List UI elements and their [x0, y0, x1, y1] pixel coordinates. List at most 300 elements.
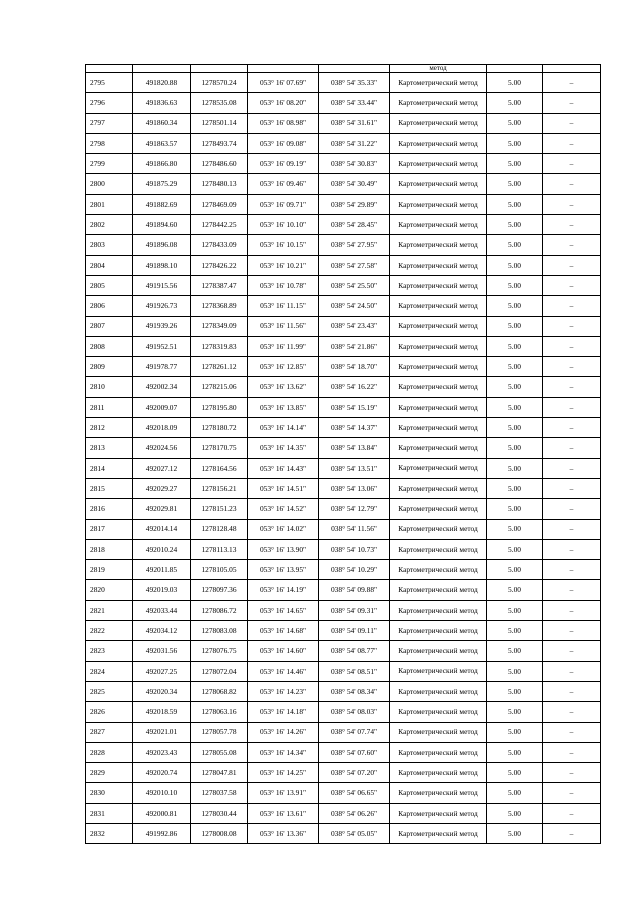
- cell-longitude: 038° 54' 08.77": [319, 641, 390, 661]
- cell-method: Картометрический метод: [390, 377, 487, 397]
- cell-latitude: 053° 16' 10.78": [248, 275, 319, 295]
- cell-point-number: 2825: [86, 681, 133, 701]
- cell-point-number: 2819: [86, 560, 133, 580]
- cell-latitude: 053° 16' 09.71": [248, 194, 319, 214]
- cell-point-number: 2797: [86, 113, 133, 133]
- cell-accuracy: 5.00: [487, 336, 543, 356]
- cell-longitude: 038° 54' 33.44": [319, 93, 390, 113]
- table-row: [86, 621, 601, 641]
- cell-method: Картометрический метод: [390, 194, 487, 214]
- cell-accuracy: 5.00: [487, 377, 543, 397]
- cell-method: Картометрический метод: [390, 478, 487, 498]
- cell-description: –: [543, 133, 601, 153]
- cell-x: 491882.69: [133, 194, 191, 214]
- cell-description: –: [543, 93, 601, 113]
- table-row: [86, 478, 601, 498]
- table-row: [86, 783, 601, 803]
- cell-method: Картометрический метод: [390, 73, 487, 93]
- cell-accuracy: 5.00: [487, 194, 543, 214]
- cell-latitude: 053° 16' 14.18": [248, 702, 319, 722]
- cell-y: 1278319.83: [191, 336, 248, 356]
- table-row: [86, 316, 601, 336]
- cell-longitude: [319, 65, 390, 73]
- cell-y: 1278170.75: [191, 438, 248, 458]
- table-row: [86, 194, 601, 214]
- cell-y: 1278195.80: [191, 397, 248, 417]
- cell-method: Картометрический метод: [390, 418, 487, 438]
- cell-y: 1278433.09: [191, 235, 248, 255]
- cell-x: 492014.14: [133, 519, 191, 539]
- cell-longitude: 038° 54' 15.19": [319, 397, 390, 417]
- cell-point-number: 2810: [86, 377, 133, 397]
- cell-point-number: 2831: [86, 803, 133, 823]
- cell-y: 1278442.25: [191, 215, 248, 235]
- cell-latitude: 053° 16' 14.23": [248, 681, 319, 701]
- cell-method: Картометрический метод: [390, 154, 487, 174]
- cell-y: 1278535.08: [191, 93, 248, 113]
- table-row: [86, 803, 601, 823]
- cell-description: –: [543, 681, 601, 701]
- cell-method: Картометрический метод: [390, 438, 487, 458]
- cell-x: 491898.10: [133, 255, 191, 275]
- cell-longitude: 038° 54' 06.65": [319, 783, 390, 803]
- cell-y: 1278057.78: [191, 722, 248, 742]
- cell-point-number: 2826: [86, 702, 133, 722]
- cell-longitude: 038° 54' 29.89": [319, 194, 390, 214]
- table-row: [86, 560, 601, 580]
- cell-latitude: [248, 65, 319, 73]
- cell-longitude: 038° 54' 24.50": [319, 296, 390, 316]
- cell-x: 491875.29: [133, 174, 191, 194]
- cell-method: Картометрический метод: [390, 113, 487, 133]
- cell-method: Картометрический метод: [390, 580, 487, 600]
- cell-description: –: [543, 397, 601, 417]
- cell-method: Картометрический метод: [390, 235, 487, 255]
- table-row: [86, 722, 601, 742]
- cell-point-number: 2801: [86, 194, 133, 214]
- cell-description: –: [543, 235, 601, 255]
- cell-accuracy: 5.00: [487, 661, 543, 681]
- cell-latitude: 053° 16' 14.46": [248, 661, 319, 681]
- cell-method: Картометрический метод: [390, 397, 487, 417]
- cell-longitude: 038° 54' 28.45": [319, 215, 390, 235]
- cell-x: [133, 65, 191, 73]
- cell-accuracy: 5.00: [487, 702, 543, 722]
- table-row: [86, 113, 601, 133]
- table-row: [86, 661, 601, 681]
- cell-longitude: 038° 54' 05.05": [319, 823, 390, 843]
- cell-y: 1278113.13: [191, 539, 248, 559]
- cell-description: –: [543, 661, 601, 681]
- cell-accuracy: 5.00: [487, 397, 543, 417]
- cell-x: 492018.59: [133, 702, 191, 722]
- cell-y: 1278128.48: [191, 519, 248, 539]
- table-row: [86, 539, 601, 559]
- cell-latitude: 053° 16' 11.56": [248, 316, 319, 336]
- cell-x: 491863.57: [133, 133, 191, 153]
- cell-point-number: 2828: [86, 742, 133, 762]
- cell-latitude: 053° 16' 13.95": [248, 560, 319, 580]
- cell-latitude: 053° 16' 14.51": [248, 478, 319, 498]
- cell-longitude: 038° 54' 18.70": [319, 357, 390, 377]
- cell-y: 1278426.22: [191, 255, 248, 275]
- cell-point-number: 2805: [86, 275, 133, 295]
- table-row: [86, 377, 601, 397]
- table-row: [86, 397, 601, 417]
- cell-method: Картометрический метод: [390, 823, 487, 843]
- cell-x: 491894.60: [133, 215, 191, 235]
- cell-longitude: 038° 54' 10.73": [319, 539, 390, 559]
- cell-point-number: 2796: [86, 93, 133, 113]
- cell-accuracy: 5.00: [487, 418, 543, 438]
- cell-latitude: 053° 16' 09.19": [248, 154, 319, 174]
- cell-point-number: 2823: [86, 641, 133, 661]
- cell-point-number: 2798: [86, 133, 133, 153]
- cell-point-number: 2811: [86, 397, 133, 417]
- table-row: [86, 215, 601, 235]
- cell-x: 492024.56: [133, 438, 191, 458]
- cell-y: 1278501.14: [191, 113, 248, 133]
- cell-y: 1278076.75: [191, 641, 248, 661]
- cell-x: 491860.34: [133, 113, 191, 133]
- cell-method: Картометрический метод: [390, 702, 487, 722]
- cell-x: 492010.24: [133, 539, 191, 559]
- cell-y: 1278164.56: [191, 458, 248, 478]
- cell-y: 1278156.21: [191, 478, 248, 498]
- cell-point-number: 2816: [86, 499, 133, 519]
- cell-longitude: 038° 54' 30.49": [319, 174, 390, 194]
- cell-longitude: 038° 54' 30.83": [319, 154, 390, 174]
- cell-method: Картометрический метод: [390, 174, 487, 194]
- cell-accuracy: 5.00: [487, 215, 543, 235]
- cell-method: Картометрический метод: [390, 641, 487, 661]
- cell-method: Картометрический метод: [390, 681, 487, 701]
- cell-description: [543, 65, 601, 73]
- cell-accuracy: 5.00: [487, 235, 543, 255]
- cell-latitude: 053° 16' 10.10": [248, 215, 319, 235]
- cell-method: Картометрический метод: [390, 458, 487, 478]
- table-row: [86, 154, 601, 174]
- cell-method: Картометрический метод: [390, 763, 487, 783]
- cell-longitude: 038° 54' 07.60": [319, 742, 390, 762]
- cell-accuracy: 5.00: [487, 641, 543, 661]
- cell-accuracy: 5.00: [487, 73, 543, 93]
- cell-y: 1278349.09: [191, 316, 248, 336]
- table-row: [86, 823, 601, 843]
- cell-y: 1278086.72: [191, 600, 248, 620]
- cell-x: 492034.12: [133, 621, 191, 641]
- cell-accuracy: 5.00: [487, 499, 543, 519]
- cell-description: –: [543, 438, 601, 458]
- cell-latitude: 053° 16' 11.15": [248, 296, 319, 316]
- cell-description: –: [543, 539, 601, 559]
- cell-x: 492031.56: [133, 641, 191, 661]
- table-row: [86, 133, 601, 153]
- cell-x: 492000.81: [133, 803, 191, 823]
- cell-y: 1278083.08: [191, 621, 248, 641]
- cell-method: Картометрический метод: [390, 742, 487, 762]
- table-body: [86, 65, 601, 844]
- cell-latitude: 053° 16' 09.46": [248, 174, 319, 194]
- cell-accuracy: 5.00: [487, 174, 543, 194]
- cell-longitude: 038° 54' 09.11": [319, 621, 390, 641]
- cell-description: –: [543, 194, 601, 214]
- cell-method: Картометрический метод: [390, 560, 487, 580]
- cell-x: 491836.63: [133, 93, 191, 113]
- cell-y: 1278486.60: [191, 154, 248, 174]
- cell-y: 1278072.04: [191, 661, 248, 681]
- cell-description: –: [543, 357, 601, 377]
- cell-method: Картометрический метод: [390, 621, 487, 641]
- cell-description: –: [543, 296, 601, 316]
- cell-point-number: 2824: [86, 661, 133, 681]
- cell-latitude: 053° 16' 11.99": [248, 336, 319, 356]
- table-row: [86, 296, 601, 316]
- cell-longitude: 038° 54' 08.34": [319, 681, 390, 701]
- cell-longitude: 038° 54' 13.84": [319, 438, 390, 458]
- cell-description: –: [543, 255, 601, 275]
- cell-latitude: 053° 16' 10.21": [248, 255, 319, 275]
- table-row: [86, 600, 601, 620]
- cell-longitude: 038° 54' 06.26": [319, 803, 390, 823]
- cell-x: 491926.73: [133, 296, 191, 316]
- cell-method: Картометрический метод: [390, 499, 487, 519]
- cell-description: –: [543, 458, 601, 478]
- cell-longitude: 038° 54' 09.88": [319, 580, 390, 600]
- cell-point-number: 2830: [86, 783, 133, 803]
- cell-point-number: 2820: [86, 580, 133, 600]
- cell-latitude: 053° 16' 14.14": [248, 418, 319, 438]
- cell-point-number: 2807: [86, 316, 133, 336]
- cell-description: –: [543, 803, 601, 823]
- cell-x: 492023.43: [133, 742, 191, 762]
- cell-accuracy: 5.00: [487, 600, 543, 620]
- table-row-continued: [86, 65, 601, 73]
- cell-point-number: 2821: [86, 600, 133, 620]
- cell-y: 1278047.81: [191, 763, 248, 783]
- cell-x: 491915.56: [133, 275, 191, 295]
- cell-y: 1278105.05: [191, 560, 248, 580]
- cell-description: –: [543, 783, 601, 803]
- cell-point-number: 2832: [86, 823, 133, 843]
- cell-longitude: 038° 54' 11.56": [319, 519, 390, 539]
- coordinates-table: [85, 64, 601, 844]
- cell-method: метод: [390, 65, 487, 73]
- cell-latitude: 053° 16' 13.85": [248, 397, 319, 417]
- cell-point-number: 2800: [86, 174, 133, 194]
- cell-method: Картометрический метод: [390, 275, 487, 295]
- cell-accuracy: 5.00: [487, 133, 543, 153]
- cell-description: –: [543, 580, 601, 600]
- cell-method: Картометрический метод: [390, 357, 487, 377]
- cell-accuracy: 5.00: [487, 316, 543, 336]
- cell-x: 492019.03: [133, 580, 191, 600]
- cell-description: –: [543, 519, 601, 539]
- cell-longitude: 038° 54' 09.31": [319, 600, 390, 620]
- cell-y: 1278180.72: [191, 418, 248, 438]
- cell-accuracy: 5.00: [487, 296, 543, 316]
- cell-x: 492029.81: [133, 499, 191, 519]
- cell-y: 1278097.36: [191, 580, 248, 600]
- table-row: [86, 681, 601, 701]
- cell-method: Картометрический метод: [390, 133, 487, 153]
- cell-longitude: 038° 54' 10.29": [319, 560, 390, 580]
- cell-longitude: 038° 54' 16.22": [319, 377, 390, 397]
- cell-point-number: [86, 65, 133, 73]
- cell-x: 492002.34: [133, 377, 191, 397]
- cell-x: 492011.85: [133, 560, 191, 580]
- cell-y: 1278493.74: [191, 133, 248, 153]
- cell-latitude: 053° 16' 14.26": [248, 722, 319, 742]
- table-row: [86, 275, 601, 295]
- cell-description: –: [543, 316, 601, 336]
- cell-latitude: 053° 16' 14.19": [248, 580, 319, 600]
- table-row: [86, 357, 601, 377]
- cell-description: –: [543, 702, 601, 722]
- cell-description: –: [543, 621, 601, 641]
- cell-latitude: 053° 16' 14.68": [248, 621, 319, 641]
- cell-latitude: 053° 16' 14.43": [248, 458, 319, 478]
- table-row: [86, 73, 601, 93]
- cell-description: –: [543, 336, 601, 356]
- cell-latitude: 053° 16' 12.85": [248, 357, 319, 377]
- cell-x: 492020.74: [133, 763, 191, 783]
- cell-y: 1278368.89: [191, 296, 248, 316]
- cell-latitude: 053° 16' 14.35": [248, 438, 319, 458]
- cell-latitude: 053° 16' 13.36": [248, 823, 319, 843]
- cell-latitude: 053° 16' 14.60": [248, 641, 319, 661]
- cell-latitude: 053° 16' 14.52": [248, 499, 319, 519]
- cell-point-number: 2829: [86, 763, 133, 783]
- cell-accuracy: 5.00: [487, 154, 543, 174]
- cell-longitude: 038° 54' 07.74": [319, 722, 390, 742]
- cell-description: –: [543, 377, 601, 397]
- cell-accuracy: 5.00: [487, 783, 543, 803]
- cell-latitude: 053° 16' 07.69": [248, 73, 319, 93]
- cell-x: 491978.77: [133, 357, 191, 377]
- cell-longitude: 038° 54' 21.86": [319, 336, 390, 356]
- cell-point-number: 2803: [86, 235, 133, 255]
- cell-point-number: 2818: [86, 539, 133, 559]
- cell-method: Картометрический метод: [390, 783, 487, 803]
- cell-method: Картометрический метод: [390, 803, 487, 823]
- cell-point-number: 2827: [86, 722, 133, 742]
- cell-method: Картометрический метод: [390, 255, 487, 275]
- cell-point-number: 2799: [86, 154, 133, 174]
- cell-accuracy: 5.00: [487, 113, 543, 133]
- cell-x: 491896.08: [133, 235, 191, 255]
- cell-accuracy: 5.00: [487, 438, 543, 458]
- cell-y: 1278037.58: [191, 783, 248, 803]
- table-row: [86, 418, 601, 438]
- cell-description: –: [543, 499, 601, 519]
- cell-latitude: 053° 16' 13.62": [248, 377, 319, 397]
- cell-x: 492018.09: [133, 418, 191, 438]
- cell-point-number: 2808: [86, 336, 133, 356]
- cell-point-number: 2802: [86, 215, 133, 235]
- cell-accuracy: 5.00: [487, 742, 543, 762]
- cell-y: 1278030.44: [191, 803, 248, 823]
- cell-point-number: 2814: [86, 458, 133, 478]
- cell-point-number: 2806: [86, 296, 133, 316]
- cell-point-number: 2812: [86, 418, 133, 438]
- cell-accuracy: 5.00: [487, 803, 543, 823]
- cell-y: [191, 65, 248, 73]
- cell-description: –: [543, 560, 601, 580]
- cell-y: 1278151.23: [191, 499, 248, 519]
- table-row: [86, 93, 601, 113]
- cell-longitude: 038° 54' 27.58": [319, 255, 390, 275]
- cell-longitude: 038° 54' 08.51": [319, 661, 390, 681]
- cell-latitude: 053° 16' 14.02": [248, 519, 319, 539]
- cell-longitude: 038° 54' 13.51": [319, 458, 390, 478]
- cell-latitude: 053° 16' 10.15": [248, 235, 319, 255]
- cell-latitude: 053° 16' 14.65": [248, 600, 319, 620]
- cell-method: Картометрический метод: [390, 296, 487, 316]
- cell-method: Картометрический метод: [390, 539, 487, 559]
- cell-accuracy: 5.00: [487, 539, 543, 559]
- cell-point-number: 2809: [86, 357, 133, 377]
- cell-x: 492027.25: [133, 661, 191, 681]
- cell-description: –: [543, 215, 601, 235]
- cell-description: –: [543, 641, 601, 661]
- cell-latitude: 053° 16' 13.61": [248, 803, 319, 823]
- cell-y: 1278570.24: [191, 73, 248, 93]
- cell-x: 492033.44: [133, 600, 191, 620]
- cell-accuracy: 5.00: [487, 357, 543, 377]
- cell-point-number: 2815: [86, 478, 133, 498]
- cell-description: –: [543, 823, 601, 843]
- cell-longitude: 038° 54' 14.37": [319, 418, 390, 438]
- cell-longitude: 038° 54' 07.20": [319, 763, 390, 783]
- cell-x: 491992.86: [133, 823, 191, 843]
- cell-accuracy: 5.00: [487, 621, 543, 641]
- cell-description: –: [543, 154, 601, 174]
- cell-description: –: [543, 73, 601, 93]
- cell-description: –: [543, 275, 601, 295]
- cell-longitude: 038° 54' 27.95": [319, 235, 390, 255]
- cell-longitude: 038° 54' 31.22": [319, 133, 390, 153]
- cell-x: 492020.34: [133, 681, 191, 701]
- cell-point-number: 2795: [86, 73, 133, 93]
- cell-y: 1278055.08: [191, 742, 248, 762]
- cell-method: Картометрический метод: [390, 93, 487, 113]
- cell-accuracy: 5.00: [487, 93, 543, 113]
- table-row: [86, 580, 601, 600]
- cell-y: 1278008.08: [191, 823, 248, 843]
- cell-x: 492027.12: [133, 458, 191, 478]
- cell-x: 491939.26: [133, 316, 191, 336]
- cell-description: –: [543, 174, 601, 194]
- cell-accuracy: 5.00: [487, 275, 543, 295]
- cell-point-number: 2804: [86, 255, 133, 275]
- cell-description: –: [543, 113, 601, 133]
- cell-x: 492009.07: [133, 397, 191, 417]
- cell-x: 492010.10: [133, 783, 191, 803]
- cell-accuracy: 5.00: [487, 722, 543, 742]
- cell-accuracy: 5.00: [487, 458, 543, 478]
- cell-latitude: 053° 16' 08.20": [248, 93, 319, 113]
- cell-point-number: 2822: [86, 621, 133, 641]
- cell-x: 492021.01: [133, 722, 191, 742]
- cell-method: Картометрический метод: [390, 661, 487, 681]
- cell-latitude: 053° 16' 14.34": [248, 742, 319, 762]
- cell-longitude: 038° 54' 12.79": [319, 499, 390, 519]
- cell-y: 1278261.12: [191, 357, 248, 377]
- cell-longitude: 038° 54' 35.33": [319, 73, 390, 93]
- cell-y: 1278469.09: [191, 194, 248, 214]
- table-row: [86, 255, 601, 275]
